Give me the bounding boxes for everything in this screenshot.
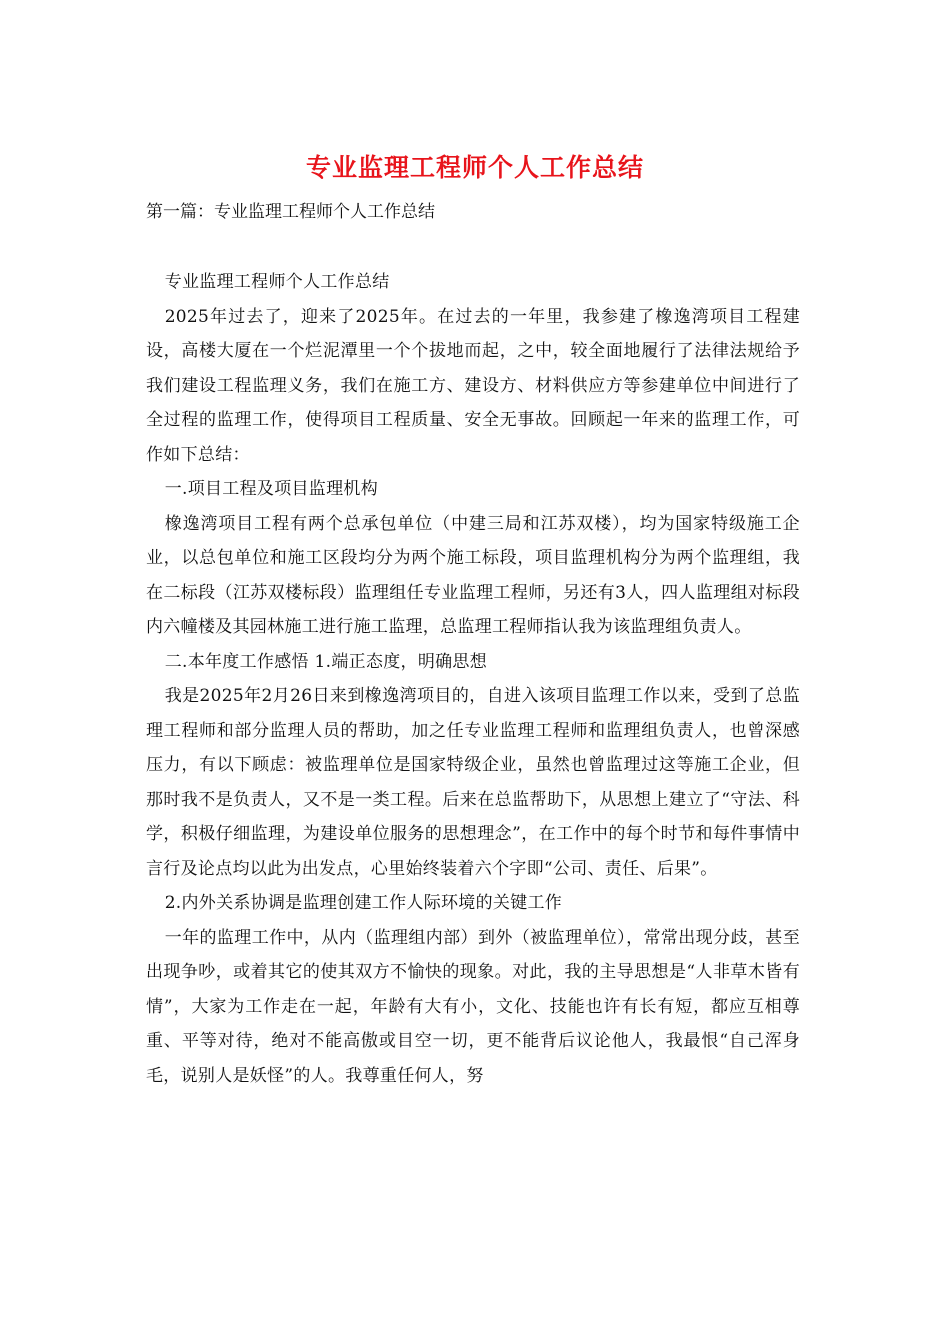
- section-heading: 一.项目工程及项目监理机构: [164, 479, 378, 499]
- paragraph: 橡逸湾项目工程有两个总承包单位（中建三局和江苏双楼），均为国家特级施工企业，以总包单位和施工区段均分为两个施工标段，项目监理机构分为两个监理组，我在二标段（江苏双楼标段）监理组任专业监理工程师，另还有3人，四人监理组对标段内六幢楼及其园林施工进行施工监理，总监理工程师指认我为该监理组负责人。: [146, 513, 800, 637]
- paragraph: 2025年过去了，迎来了2025年。在过去的一年里，我参建了橡逸湾项目工程建设，高楼大厦在一个烂泥潭里一个个拔地而起，之中，较全面地履行了法律法规给予我们建设工程监理义务，我们在施工方、建设方、材料供应方等参建单位中间进行了全过程的监理工作，使得项目工程质量、安全无事故。回顾起一年来的监理工作，可作如下总结：: [146, 306, 800, 465]
- document-body: [146, 265, 800, 1093]
- document-subtitle: 第一篇：专业监理工程师个人工作总结: [146, 202, 435, 222]
- paragraph: 一年的监理工作中，从内（监理组内部）到外（被监理单位），常常出现分歧，甚至出现争吵，或着其它的使其双方不愉快的现象。对此，我的主导思想是“人非草木皆有情”，大家为工作走在一起，年龄有大有小，文化、技能也许有长有短，都应互相尊重、平等对待，绝对不能高傲或目空一切，更不能背后议论他人，我最恨“自己浑身毛，说别人是妖怪”的人。我尊重任何人，努: [146, 927, 800, 1086]
- section-heading: 2.内外关系协调是监理创建工作人际环境的关键工作: [164, 893, 563, 913]
- section-heading: 二.本年度工作感悟 1.端正态度，明确思想: [164, 651, 488, 672]
- paragraph: 我是2025年2月26日来到橡逸湾项目的，自进入该项目监理工作以来，受到了总监理工程师和部分监理人员的帮助，加之任专业监理工程师和监理组负责人，也曾深感压力，有以下顾虑：被监理单位是国家特级企业，虽然也曾监理过这等施工企业，但那时我不是负责人，又不是一类工程。后来在总监帮助下，从思想上建立了“守法、科学，积极仔细监理，为建设单位服务的思想理念”，在工作中的每个时节和每件事情中言行及论点均以此为出发点，心里始终装着六个字即“公司、责任、后果”。: [146, 686, 800, 879]
- document-title: 专业监理工程师个人工作总结: [305, 153, 644, 182]
- paragraph-heading: 专业监理工程师个人工作总结: [164, 272, 390, 292]
